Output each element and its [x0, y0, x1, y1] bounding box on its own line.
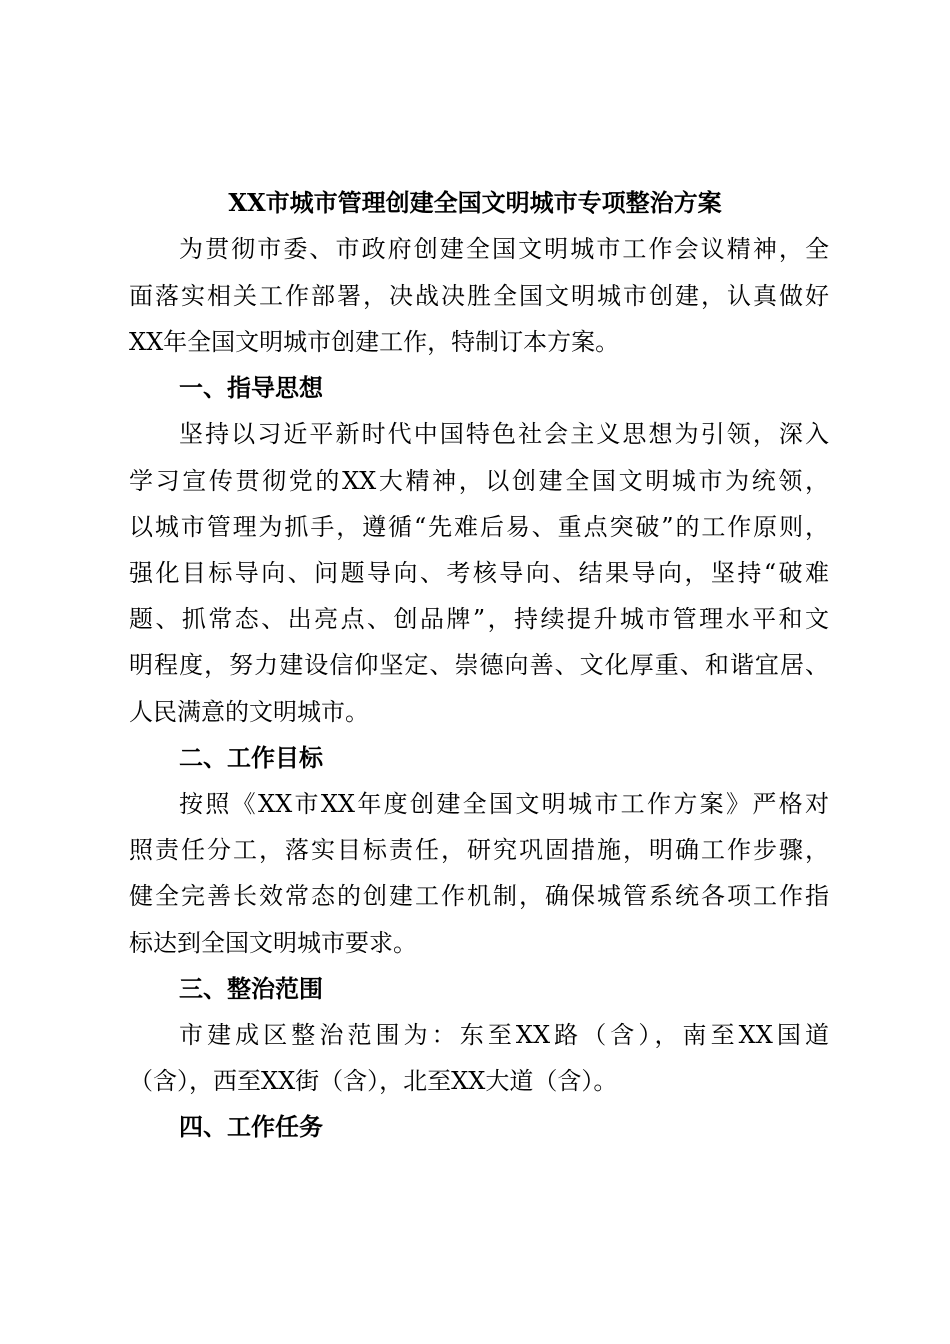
- document-title: XX市城市管理创建全国文明城市专项整治方案: [228, 188, 722, 217]
- paragraph-line: 人民满意的文明城市。: [129, 698, 369, 726]
- paragraph-line: 坚持以习近平新时代中国特色社会主义思想为引领，深入: [179, 420, 829, 448]
- section-heading-work-goals: 二、工作目标: [179, 744, 323, 772]
- paragraph-line: 强化目标导向、问题导向、考核导向、结果导向，坚持“破难: [129, 559, 829, 587]
- intro-line: 面落实相关工作部署，决战决胜全国文明城市创建，认真做好: [129, 282, 829, 310]
- intro-line: 为贯彻市委、市政府创建全国文明城市工作会议精神，全: [179, 235, 829, 263]
- intro-line: XX年全国文明城市创建工作，特制订本方案。: [129, 328, 620, 356]
- section-heading-guiding-ideology: 一、指导思想: [179, 374, 323, 402]
- paragraph-line: 学习宣传贯彻党的XX大精神，以创建全国文明城市为统领，: [129, 467, 829, 495]
- paragraph-line: 题、抓常态、出亮点、创品牌”，持续提升城市管理水平和文: [129, 605, 829, 633]
- paragraph-line: 标达到全国文明城市要求。: [129, 929, 417, 957]
- paragraph-line: 健全完善长效常态的创建工作机制，确保城管系统各项工作指: [129, 882, 829, 910]
- section-heading-work-tasks: 四、工作任务: [179, 1113, 323, 1141]
- paragraph-line: 按照《XX市XX年度创建全国文明城市工作方案》严格对: [179, 790, 829, 818]
- paragraph-line: 以城市管理为抓手，遵循“先难后易、重点突破”的工作原则，: [129, 513, 829, 541]
- paragraph-line: （含），西至XX街（含），北至XX大道（含）。: [129, 1067, 618, 1095]
- paragraph-line: 照责任分工，落实目标责任，研究巩固措施，明确工作步骤，: [129, 836, 829, 864]
- paragraph-line: 市建成区整治范围为：东至XX路（含），南至XX国道: [179, 1021, 829, 1049]
- section-heading-scope: 三、整治范围: [179, 975, 323, 1003]
- paragraph-line: 明程度，努力建设信仰坚定、崇德向善、文化厚重、和谐宜居、: [129, 651, 829, 679]
